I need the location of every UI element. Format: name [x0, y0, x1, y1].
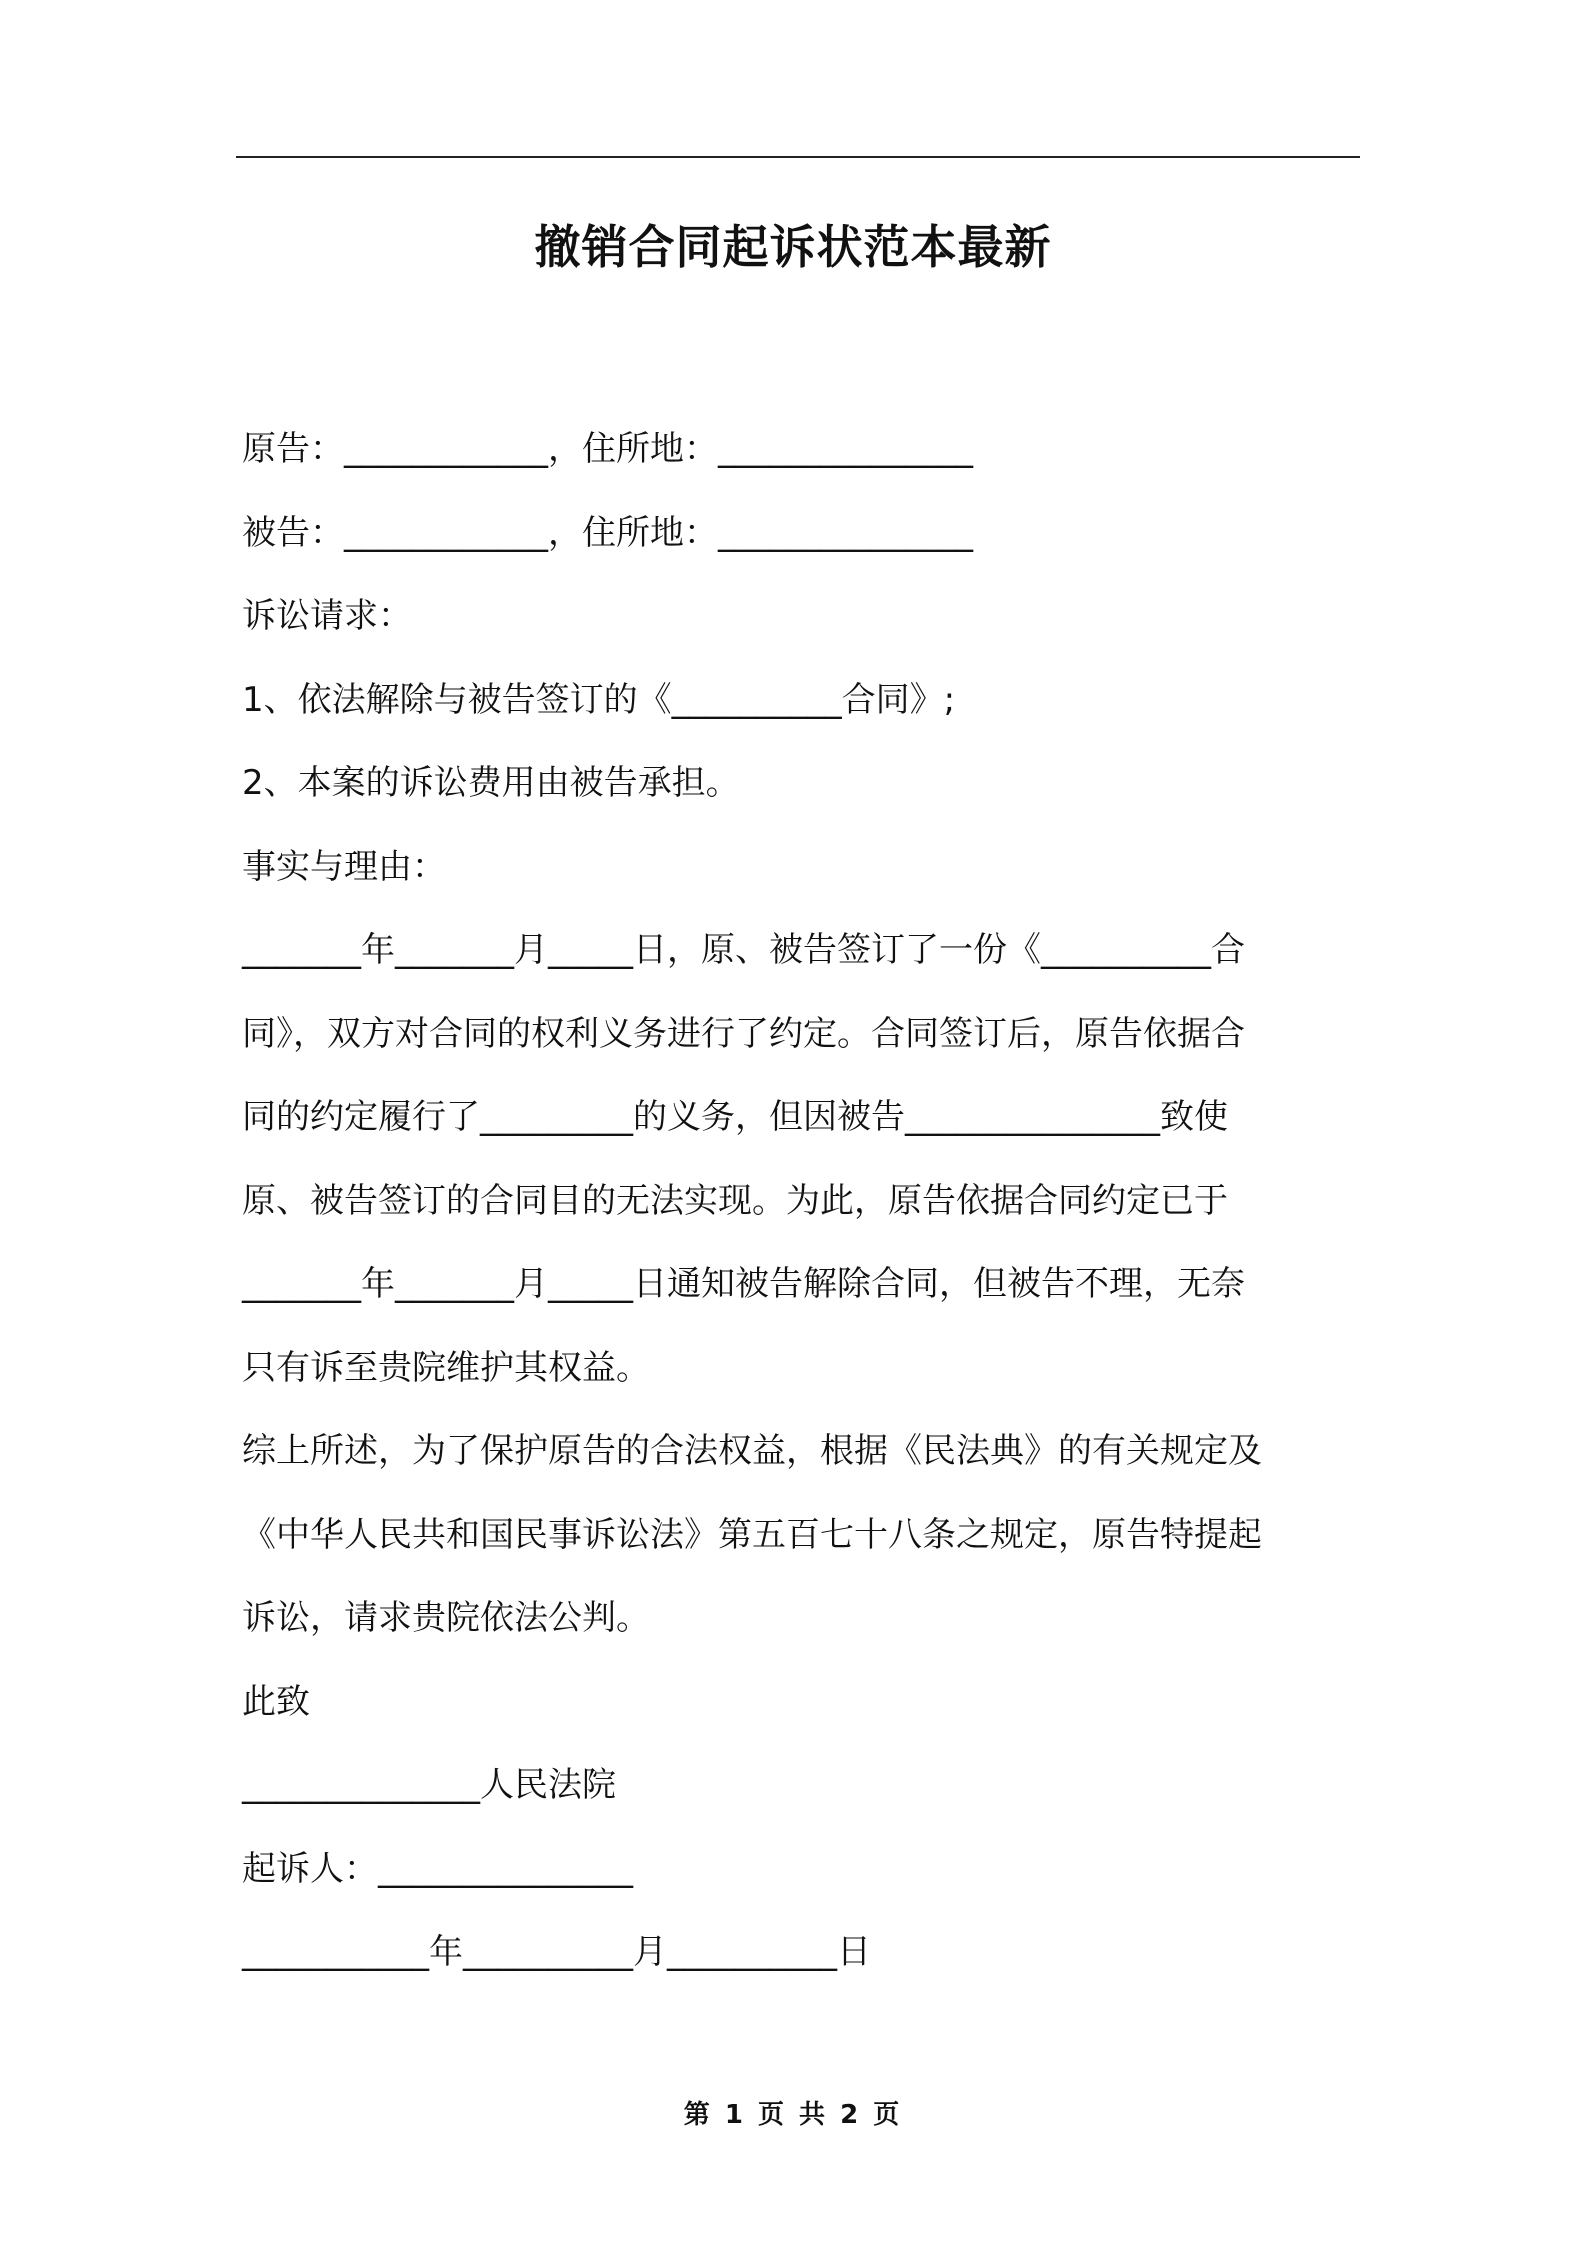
facts-heading: 事实与理由： — [242, 846, 446, 887]
summary-line-3: 诉讼，请求贵院依法公判。 — [242, 1598, 650, 1638]
document-title: 撤销合同起诉状范本最新 — [534, 220, 1052, 274]
header-rule — [236, 156, 1360, 158]
facts-line-3: 同的约定履行了_________的义务，但因被告_______________致使 — [242, 1097, 1228, 1137]
plaintiff-line: 原告：____________，住所地：_______________ — [242, 429, 973, 469]
defendant-line: 被告：____________，住所地：_______________ — [242, 512, 973, 553]
court-line: ______________人民法院 — [242, 1765, 616, 1805]
facts-line-5: _______年_______月_____日通知被告解除合同，但被告不理，无奈 — [242, 1264, 1245, 1304]
claim-item-2: 2、本案的诉讼费用由被告承担。 — [242, 763, 740, 803]
document-body — [242, 408, 1362, 1995]
facts-line-1: _______年_______月_____日，原、被告签订了一份《__________合 — [242, 930, 1245, 970]
facts-line-2: 同》，双方对合同的权利义务进行了约定。合同签订后，原告依据合 — [242, 1013, 1245, 1054]
date-line: ___________年__________月__________日 — [242, 1932, 871, 1972]
facts-line-4: 原、被告签订的合同目的无法实现。为此，原告依据合同约定已于 — [242, 1180, 1228, 1221]
facts-line-6: 只有诉至贵院维护其权益。 — [242, 1347, 650, 1388]
claim-item-1: 1、依法解除与被告签订的《__________合同》; — [242, 679, 956, 720]
salutation: 此致 — [242, 1681, 310, 1722]
summary-line-1: 综上所述，为了保护原告的合法权益，根据《民法典》的有关规定及 — [242, 1431, 1262, 1471]
summary-line-2: 《中华人民共和国民事诉讼法》第五百七十八条之规定，原告特提起 — [242, 1514, 1262, 1555]
page-number: 第 1 页 共 2 页 — [683, 2100, 903, 2130]
claims-heading: 诉讼请求： — [242, 596, 412, 636]
plaintiff-signature-line: 起诉人：_______________ — [242, 1848, 633, 1889]
